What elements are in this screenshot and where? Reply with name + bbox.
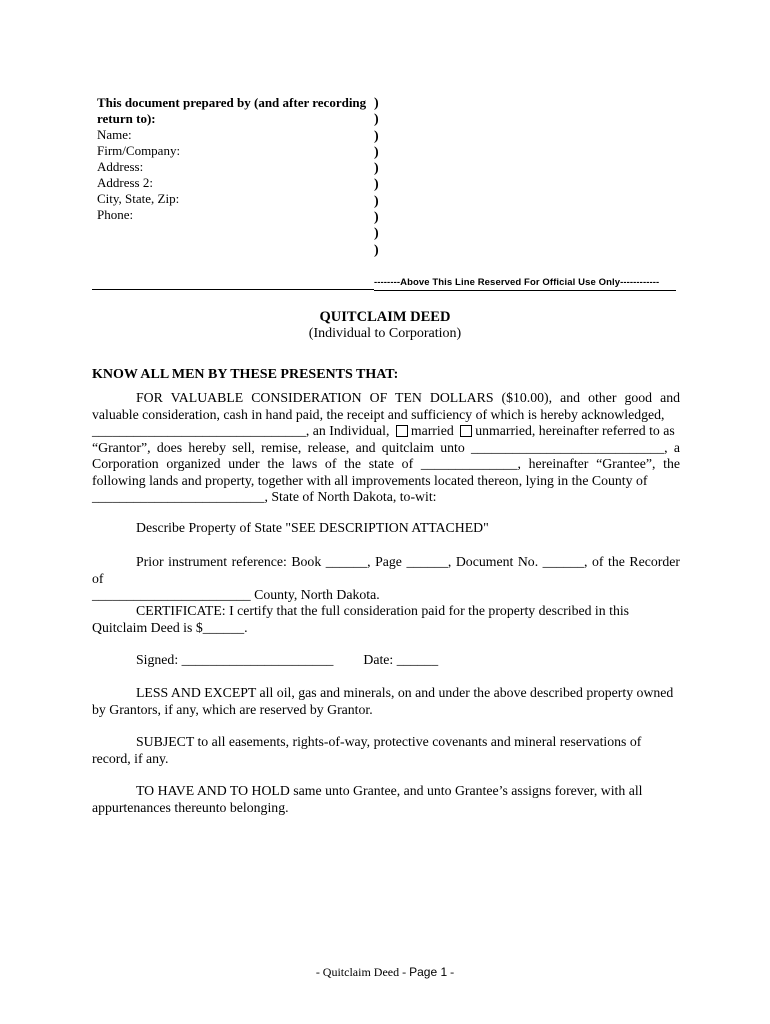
name-field-label: Name: (97, 127, 132, 142)
city-state-zip-field-label: City, State, Zip: (97, 191, 180, 206)
subject-paragraph (92, 734, 680, 767)
certificate-line1: CERTIFICATE: I certify that the full consideration paid for the property described in this (136, 603, 630, 618)
paren: ) (374, 210, 379, 226)
paren: ) (374, 226, 379, 242)
less-except-line1: LESS AND EXCEPT all oil, gas and minerals, on and under the above described property owned (136, 685, 674, 700)
paren-column (374, 96, 384, 259)
signed-row (92, 652, 680, 669)
grantor-line (92, 423, 680, 440)
paren: ) (374, 193, 379, 209)
know-all-men-heading: KNOW ALL MEN BY THESE PRESENTS THAT: (92, 367, 399, 382)
document-subtitle: (Individual to Corporation) (308, 326, 462, 341)
unmarried-label: unmarried, hereinafter referred to as (475, 423, 675, 438)
prior-instrument-paragraph (92, 554, 680, 604)
signed-line (92, 652, 680, 669)
prepared-by-heading-1: This document prepared by (and after recording (97, 95, 367, 110)
paren: ) (374, 112, 379, 128)
subject-line1: SUBJECT to all easements, rights-of-way, protective covenants and mineral reservations of (136, 734, 642, 749)
to-have-line2: appurtenances thereunto belonging. (92, 799, 289, 815)
subject-line2: record, if any. (92, 750, 169, 766)
page-footer (0, 965, 770, 980)
document-title: QUITCLAIM DEED (319, 309, 451, 325)
to-have-paragraph (92, 783, 680, 816)
date-label: Date: ______ (363, 652, 439, 667)
consideration-line3: “Grantor”, does hereby sell, remise, release, and quitclaim unto ____________________________, a Corporation organized under the laws of the state of ______________, hereinafter “Grantee”, the following lands and property, together with all improvements located thereon, lying in the County of (92, 439, 680, 488)
certificate-line2: Quitclaim Deed is $______. (92, 619, 248, 635)
prior-instrument-line2: _______________________ County, North Dakota. (92, 587, 380, 602)
describe-property-text: Describe Property of State "SEE DESCRIPTION ATTACHED" (136, 520, 489, 535)
unmarried-checkbox[interactable] (460, 425, 472, 437)
married-checkbox[interactable] (396, 425, 408, 437)
certificate-paragraph (92, 603, 680, 636)
consideration-line1: FOR VALUABLE CONSIDERATION OF TEN DOLLARS ($10.00), and other good and valuable consideration, cash in hand paid, the receipt and sufficiency of which is hereby acknowledged, (92, 390, 680, 422)
firm-company-field-label: Firm/Company: (97, 143, 181, 158)
consideration-paragraph (92, 390, 680, 506)
reserved-underline (374, 290, 676, 291)
describe-property (92, 520, 680, 537)
footer-prefix: - Quitclaim Deed - (315, 965, 410, 979)
paren: ) (374, 128, 379, 144)
prior-instrument-line1: Prior instrument reference: Book ______, Page ______, Document No. ______, of the Recorder of (92, 554, 680, 586)
paren: ) (374, 177, 379, 193)
paren: ) (374, 242, 379, 258)
page-number: Page 1 (409, 965, 448, 979)
address2-field-label: Address 2: (97, 175, 153, 190)
grantor-blank: _______________________________ (92, 423, 306, 438)
consideration-line4: _________________________, State of North Dakota, to-wit: (92, 489, 437, 504)
an-individual-text: , an Individual, (305, 423, 390, 438)
footer-suffix: - (447, 965, 455, 979)
reserved-for-official-use: --------Above This Line Reserved For Official Use Only------------ (374, 277, 660, 288)
married-label: married (410, 423, 454, 438)
prepared-by-heading-2: return to): (97, 111, 156, 126)
divider-rule (92, 289, 374, 290)
to-have-line1: TO HAVE AND TO HOLD same unto Grantee, and unto Grantee’s assigns forever, with all (136, 783, 643, 798)
prepared-by-block (97, 95, 367, 223)
paren: ) (374, 96, 379, 111)
address-field-label: Address: (97, 159, 144, 174)
less-except-line2: by Grantors, if any, which are reserved by Grantor. (92, 701, 373, 717)
paren: ) (374, 161, 379, 177)
signed-label: Signed: ______________________ (136, 652, 334, 667)
phone-field-label: Phone: (97, 207, 134, 222)
less-except-paragraph (92, 685, 680, 718)
paren: ) (374, 144, 379, 160)
